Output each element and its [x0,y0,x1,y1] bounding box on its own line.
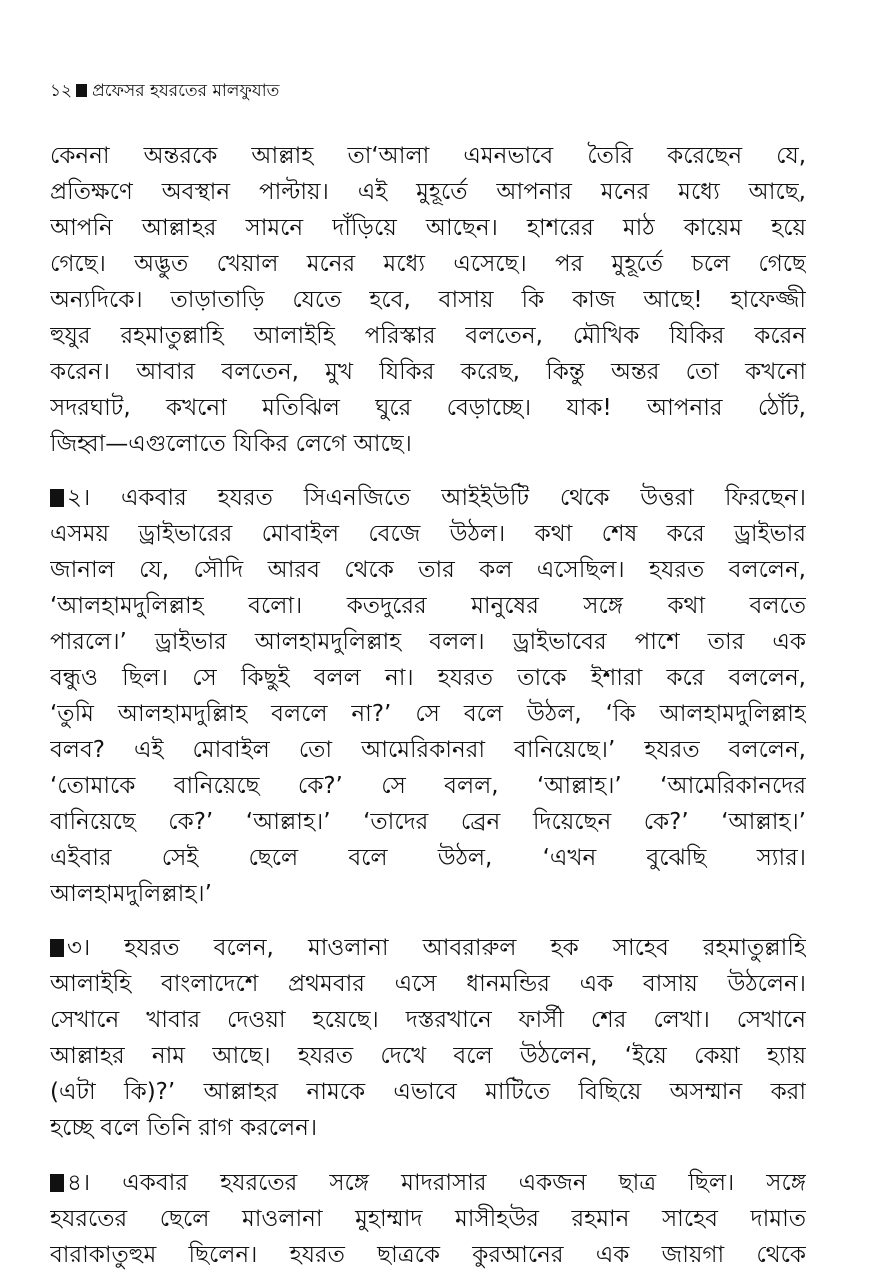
text-line: বলব? এই মোবাইল তো আমেরিকানরা বানিয়েছে।’ হযরত বললেন, [50,737,806,763]
text-line: আলাইহি বাংলাদেশে প্রথমবার এসে ধানমন্ডির এক বাসায় উঠলেন। [50,971,806,997]
text-line: সেখানে খাবার দেওয়া হয়েছে। দস্তরখানে ফার্সী শের লেখা। সেখানে [50,1007,806,1033]
square-bullet-icon [50,939,64,957]
text-line: করেন। আবার বলতেন, মুখ যিকির করেছ, কিন্তু অন্তর তো কখনো [50,359,806,385]
square-bullet-icon [50,1174,64,1192]
text-line: হযরতের ছেলে মাওলানা মুহাম্মাদ মাসীহউর রহমান সাহেব দামাত [50,1206,806,1232]
paragraph-item-4 [50,1165,806,1273]
text-line-first [50,480,806,516]
text-line: বারাকাতুহুম ছিলেন। হযরত ছাত্রকে কুরআনের এক জায়গা থেকে [50,1242,806,1268]
text-line: হচ্ছে বলে তিনি রাগ করলেন। [50,1115,318,1141]
text-line: এসময় ড্রাইভারের মোবাইল বেজে উঠল। কথা শেষ করে ড্রাইভার [50,521,806,547]
text-line: আলহামদুলিল্লাহ।’ [50,881,212,907]
text-line: জানাল যে, সৌদি আরব থেকে তার কল এসেছিল। হযরত বললেন, [50,557,806,583]
paragraph-continued [50,138,806,462]
text-line: পারলে।’ ড্রাইভার আলহামদুলিল্লাহ বলল। ড্রাইভাবের পাশে তার এক [50,629,806,655]
text-line: ‘আলহামদুলিল্লাহ বলো। কতদুরের মানুষের সঙ্গে কথা বলতে [50,593,806,619]
text-line: প্রতিক্ষণে অবস্থান পাল্টায়। এই মুহূর্তে আপনার মনের মধ্যে আছে, [50,179,806,205]
text-line-content: ৪। একবার হযরতের সঙ্গে মাদরাসার একজন ছাত্র ছিল। সঙ্গে [67,1170,806,1196]
text-line: এইবার সেই ছেলে বলে উঠল, ‘এখন বুঝেছি স্যার। [50,845,806,871]
paragraph-item-3 [50,930,806,1146]
book-title: প্রফেসর হযরতের মালফুযাত [92,81,280,101]
text-line: গেছে। অদ্ভুত খেয়াল মনের মধ্যে এসেছে। পর মুহূর্তে চলে গেছে [50,251,806,277]
square-bullet-icon [76,84,87,97]
text-line-first [50,930,806,966]
text-line: আল্লাহর নাম আছে। হযরত দেখে বলে উঠলেন, ‘ইয়ে কেয়া হ্যায় [50,1043,806,1069]
text-line-first [50,1165,806,1201]
text-line: সদরঘাট, কখনো মতিঝিল ঘুরে বেড়াচ্ছে। যাক! আপনার ঠোঁট, [50,395,806,421]
text-line-content: ৩। হযরত বলেন, মাওলানা আবরারুল হক সাহেব রহমাতুল্লাহি [67,935,806,961]
text-line: বানিয়েছে কে?’ ‘আল্লাহ।’ ‘তাদের ব্রেন দিয়েছেন কে?’ ‘আল্লাহ।’ [50,809,806,835]
running-header [50,80,279,102]
text-line: জিহ্বা—এগুলোতে যিকির লেগে আছে। [50,431,412,457]
text-line: (এটা কি)?’ আল্লাহর নামকে এভাবে মাটিতে বিছিয়ে অসম্মান করা [50,1079,806,1105]
text-line-content: ২। একবার হযরত সিএনজিতে আইইউটি থেকে উত্তরা ফিরছেন। [67,485,806,511]
text-line: আপনি আল্লাহর সামনে দাঁড়িয়ে আছেন। হাশরের মাঠ কায়েম হয়ে [50,215,806,241]
text-line: অন্যদিকে। তাড়াতাড়ি যেতে হবে, বাসায় কি কাজ আছে! হাফেজ্জী [50,287,806,313]
square-bullet-icon [50,489,64,507]
text-line: কেননা অন্তরকে আল্লাহ তা‘আলা এমনভাবে তৈরি করেছেন যে, [50,143,806,169]
text-line: ‘তোমাকে বানিয়েছে কে?’ সে বলল, ‘আল্লাহ।’ ‘আমেরিকানদের [50,773,806,799]
text-line: বন্ধুও ছিল। সে কিছুই বলল না। হযরত তাকে ইশারা করে বললেন, [50,665,806,691]
page-number: ১২ [50,81,73,101]
paragraph-item-2 [50,480,806,912]
text-line: ‘তুমি আলহামদুল্লিাহ বললে না?’ সে বলে উঠল, ‘কি আলহামদুলিল্লাহ [50,701,806,727]
text-line: হুযুর রহমাতুল্লাহি আলাইহি পরিস্কার বলতেন, মৌখিক যিকির করেন [50,323,806,349]
